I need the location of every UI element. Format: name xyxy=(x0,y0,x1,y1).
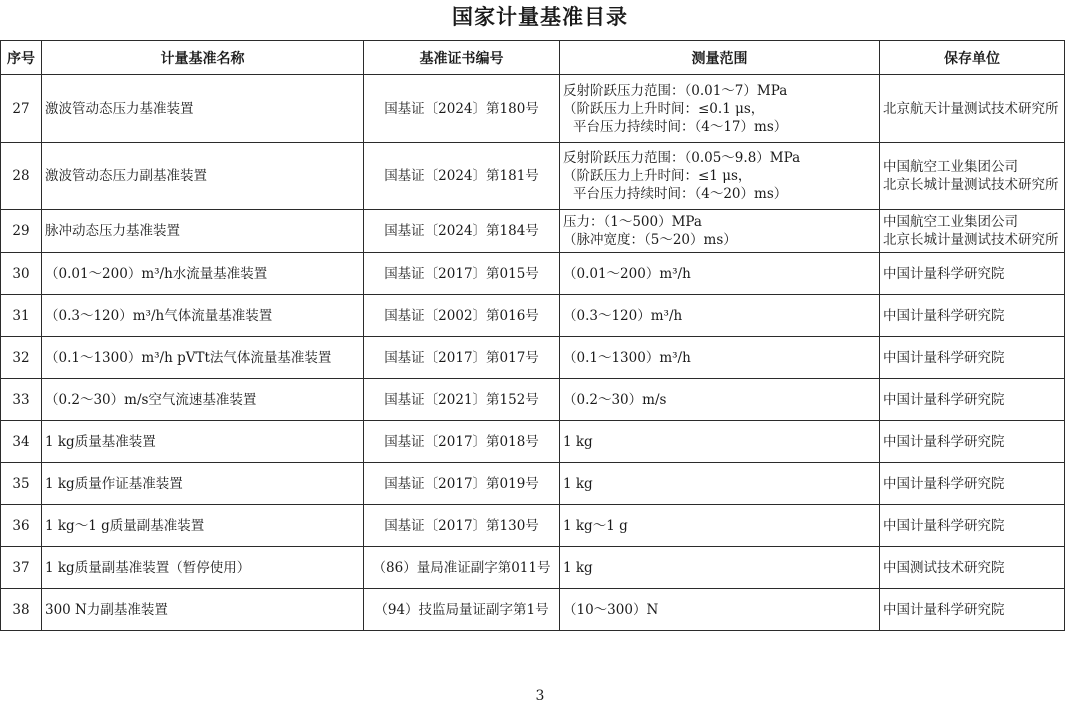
cell-serial-number: 29 xyxy=(1,210,42,253)
range-line: （0.2～30）m/s xyxy=(563,391,667,408)
cell-certificate-number: 国基证〔2024〕第181号 xyxy=(364,143,560,210)
cell-measurement-range xyxy=(560,379,880,421)
unit-line: 北京航天计量测试技术研究所 xyxy=(883,100,1059,117)
unit-line: 中国计量科学研究院 xyxy=(883,601,1005,618)
unit-line: 中国计量科学研究院 xyxy=(883,517,1005,534)
cell-serial-number: 28 xyxy=(1,143,42,210)
range-line: 1 kg xyxy=(563,433,593,450)
table-row xyxy=(1,379,1065,421)
range-line: 平台压力持续时间：（4～20）ms） xyxy=(573,186,788,202)
cell-custodian-unit xyxy=(880,75,1065,143)
cell-serial-number: 33 xyxy=(1,379,42,421)
cell-measurement-range xyxy=(560,337,880,379)
table-row xyxy=(1,253,1065,295)
range-line: 1 kg xyxy=(563,475,593,492)
range-line: 反射阶跃压力范围：（0.01～7）MPa xyxy=(563,82,788,99)
cell-custodian-unit xyxy=(880,589,1065,631)
table-row xyxy=(1,589,1065,631)
cell-serial-number: 35 xyxy=(1,463,42,505)
cell-standard-name: 1 kg质量作证基准装置 xyxy=(42,463,364,505)
range-line: （0.3～120）m³/h xyxy=(563,307,683,324)
header-certificate-number: 基准证书编号 xyxy=(364,41,560,75)
unit-line: 中国计量科学研究院 xyxy=(883,391,1005,408)
cell-custodian-unit xyxy=(880,547,1065,589)
cell-serial-number: 37 xyxy=(1,547,42,589)
cell-measurement-range xyxy=(560,143,880,210)
cell-certificate-number: （94）技监局量证副字第1号 xyxy=(364,589,560,631)
cell-standard-name: 激波管动态压力副基准装置 xyxy=(42,143,364,210)
header-standard-name: 计量基准名称 xyxy=(42,41,364,75)
cell-certificate-number: 国基证〔2017〕第017号 xyxy=(364,337,560,379)
unit-line: 中国计量科学研究院 xyxy=(883,307,1005,324)
range-line: 1 kg xyxy=(563,559,593,576)
cell-certificate-number: 国基证〔2017〕第130号 xyxy=(364,505,560,547)
cell-custodian-unit xyxy=(880,143,1065,210)
table-row xyxy=(1,463,1065,505)
unit-line: 中国计量科学研究院 xyxy=(883,433,1005,450)
cell-serial-number: 38 xyxy=(1,589,42,631)
cell-serial-number: 27 xyxy=(1,75,42,143)
cell-custodian-unit xyxy=(880,210,1065,253)
unit-line: 北京长城计量测试技术研究所 xyxy=(883,177,1059,193)
table-row xyxy=(1,143,1065,210)
cell-serial-number: 32 xyxy=(1,337,42,379)
cell-standard-name: 1 kg～1 g质量副基准装置 xyxy=(42,505,364,547)
cell-custodian-unit xyxy=(880,253,1065,295)
cell-certificate-number: 国基证〔2017〕第015号 xyxy=(364,253,560,295)
cell-measurement-range xyxy=(560,75,880,143)
table-row xyxy=(1,505,1065,547)
unit-line: 中国计量科学研究院 xyxy=(883,349,1005,366)
table-header-row xyxy=(1,41,1065,75)
table-row xyxy=(1,75,1065,143)
cell-custodian-unit xyxy=(880,337,1065,379)
range-line: （阶跃压力上升时间：≤0.1 μs， xyxy=(563,100,765,117)
cell-certificate-number: 国基证〔2017〕第019号 xyxy=(364,463,560,505)
table-row xyxy=(1,295,1065,337)
cell-standard-name: （0.2～30）m/s空气流速基准装置 xyxy=(42,379,364,421)
cell-certificate-number: 国基证〔2024〕第184号 xyxy=(364,210,560,253)
header-custodian-unit: 保存单位 xyxy=(880,41,1065,75)
range-line: （10～300）N xyxy=(563,601,659,618)
cell-serial-number: 30 xyxy=(1,253,42,295)
table-row xyxy=(1,547,1065,589)
range-line: （0.01～200）m³/h xyxy=(563,265,691,282)
cell-standard-name: 1 kg质量副基准装置（暂停使用） xyxy=(42,547,364,589)
cell-custodian-unit xyxy=(880,505,1065,547)
cell-serial-number: 36 xyxy=(1,505,42,547)
cell-standard-name: 1 kg质量基准装置 xyxy=(42,421,364,463)
cell-standard-name: （0.3～120）m³/h气体流量基准装置 xyxy=(42,295,364,337)
page-number: 3 xyxy=(535,688,545,704)
cell-serial-number: 34 xyxy=(1,421,42,463)
cell-standard-name: 激波管动态压力基准装置 xyxy=(42,75,364,143)
cell-certificate-number: 国基证〔2021〕第152号 xyxy=(364,379,560,421)
cell-measurement-range xyxy=(560,421,880,463)
cell-custodian-unit xyxy=(880,295,1065,337)
metrology-standards-table xyxy=(0,40,1065,631)
cell-custodian-unit xyxy=(880,421,1065,463)
cell-standard-name: 脉冲动态压力基准装置 xyxy=(42,210,364,253)
cell-standard-name: （0.1～1300）m³/h pVTt法气体流量基准装置 xyxy=(42,337,364,379)
unit-line: 中国航空工业集团公司 xyxy=(883,159,1018,175)
unit-line: 中国航空工业集团公司 xyxy=(883,214,1018,230)
cell-measurement-range xyxy=(560,505,880,547)
range-line: 压力：（1～500）MPa xyxy=(563,214,702,230)
cell-certificate-number: 国基证〔2002〕第016号 xyxy=(364,295,560,337)
table-row xyxy=(1,210,1065,253)
table-row xyxy=(1,421,1065,463)
cell-standard-name: （0.01～200）m³/h水流量基准装置 xyxy=(42,253,364,295)
table-row xyxy=(1,337,1065,379)
cell-measurement-range xyxy=(560,210,880,253)
cell-measurement-range xyxy=(560,547,880,589)
cell-measurement-range xyxy=(560,589,880,631)
range-line: 反射阶跃压力范围：（0.05～9.8）MPa xyxy=(563,150,801,166)
range-line: 1 kg～1 g xyxy=(563,517,628,534)
header-serial-number: 序号 xyxy=(1,41,42,75)
unit-line: 中国计量科学研究院 xyxy=(883,265,1005,282)
range-line: （阶跃压力上升时间：≤1 μs， xyxy=(563,168,752,184)
range-line: （脉冲宽度：（5～20）ms） xyxy=(563,232,737,248)
range-line: 平台压力持续时间：（4～17）ms） xyxy=(573,118,788,135)
header-measurement-range: 测量范围 xyxy=(560,41,880,75)
cell-serial-number: 31 xyxy=(1,295,42,337)
cell-measurement-range xyxy=(560,295,880,337)
cell-measurement-range xyxy=(560,253,880,295)
unit-line: 中国测试技术研究院 xyxy=(883,559,1005,576)
cell-certificate-number: （86）量局准证副字第011号 xyxy=(364,547,560,589)
range-line: （0.1～1300）m³/h xyxy=(563,349,691,366)
page-title: 国家计量基准目录 xyxy=(452,5,628,29)
cell-certificate-number: 国基证〔2024〕第180号 xyxy=(364,75,560,143)
cell-custodian-unit xyxy=(880,463,1065,505)
unit-line: 中国计量科学研究院 xyxy=(883,475,1005,492)
cell-certificate-number: 国基证〔2017〕第018号 xyxy=(364,421,560,463)
unit-line: 北京长城计量测试技术研究所 xyxy=(883,232,1059,248)
cell-standard-name: 300 N力副基准装置 xyxy=(42,589,364,631)
cell-custodian-unit xyxy=(880,379,1065,421)
cell-measurement-range xyxy=(560,463,880,505)
